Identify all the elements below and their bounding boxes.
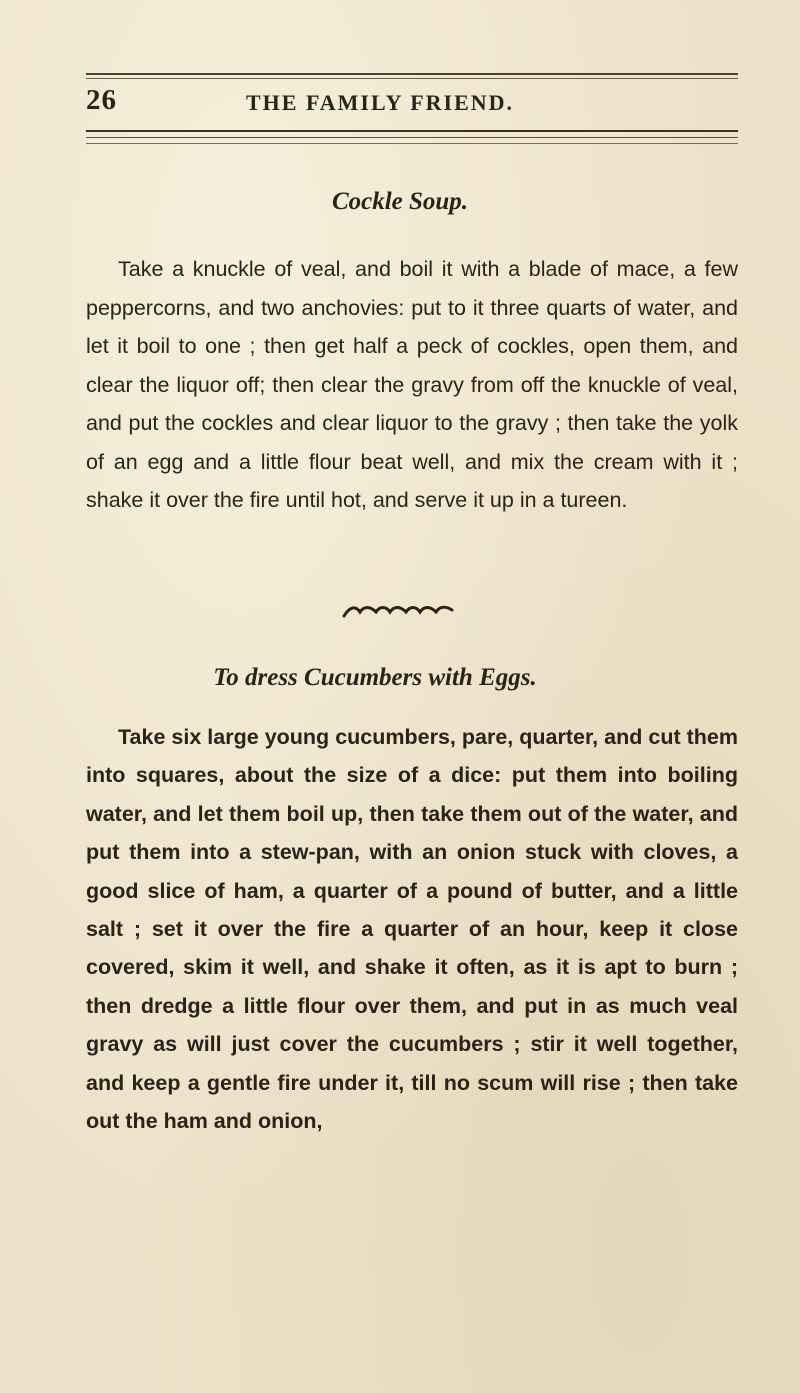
- page-number: 26: [86, 84, 117, 116]
- top-rule-thin: [86, 78, 738, 79]
- recipe-text: Take six large young cucumbers, pare, quarter, and cut them into squares, about the size of a dice: put them into boiling water, and let them boil up, then take them out of the water, and put them into a stew-pan, with an onion stuck with cloves, a good slice of ham, a quarter of a pound of butter, and a little salt ; set it over the fire a quarter of an hour, keep it close covered, skim it well, and shake it often, as it is apt to burn ; then dredge a little flour over them, and put in as much veal gravy as will just cover the cucumbers ; stir it well together, and keep a gentle fire under it, till no scum will rise ; then take out the ham and onion,: [86, 725, 738, 1134]
- section-ornament: [340, 604, 460, 620]
- recipe-text: Take a knuckle of veal, and boil it with a blade of mace, a few peppercorns, and two anchovies: put to it three quarts of water, and let it boil to one ; then get half a peck of cockles, open them, and clear the liquor off; then clear the gravy from off the knuckle of veal, and put the cockles and clear liquor to the gravy ; then take the yolk of an egg and a little flour beat well, and mix the cream with it ; shake it over the fire until hot, and serve it up in a tureen.: [86, 257, 738, 512]
- header-rule-thin: [86, 137, 738, 138]
- header-rule: [86, 130, 738, 132]
- header-rule-hairline: [86, 143, 738, 144]
- running-head: THE FAMILY FRIEND.: [246, 90, 515, 115]
- page-header: [86, 84, 738, 120]
- recipe-title: Cockle Soup.: [331, 188, 469, 215]
- top-rule: [86, 73, 738, 75]
- recipe-title: To dress Cucumbers with Eggs.: [213, 664, 537, 691]
